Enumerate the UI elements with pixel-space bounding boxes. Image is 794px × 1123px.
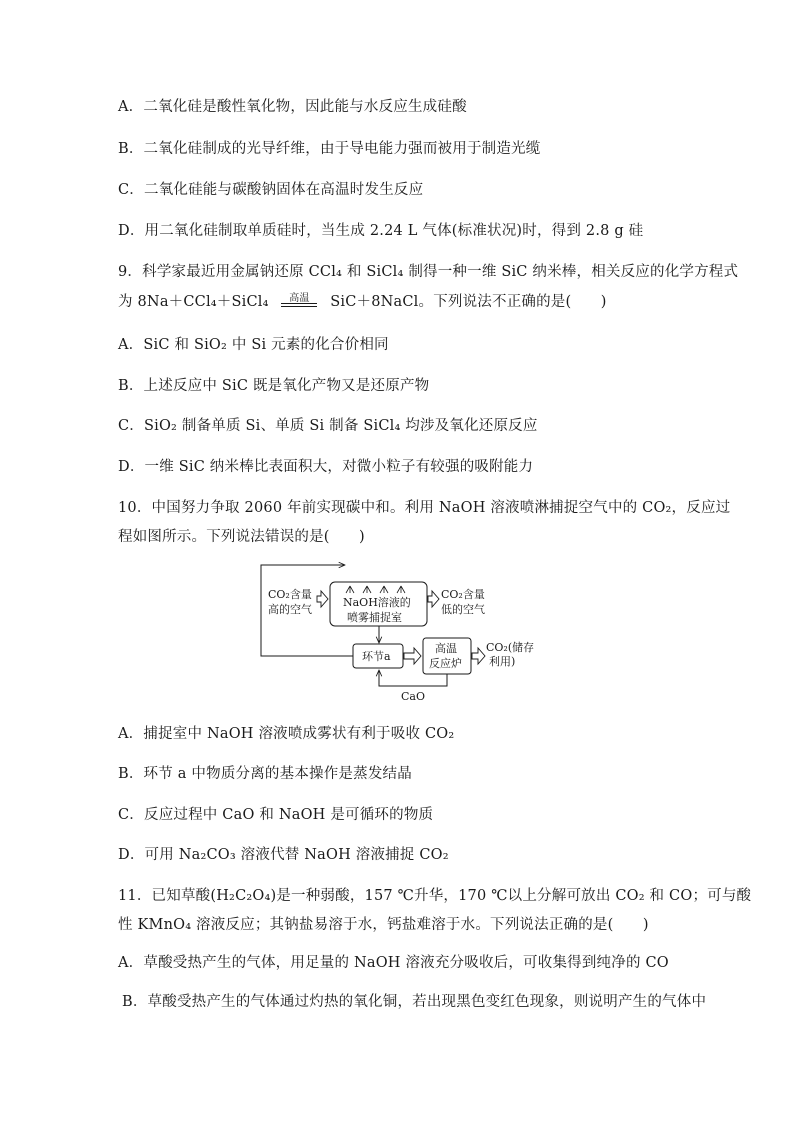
q9-stem-line1: 9．科学家最近用金属钠还原 CCl₄ 和 SiCl₄ 制得一种一维 SiC 纳米棒，相关反应的化学方程式 (118, 264, 739, 280)
q11-stem-line1: 11．已知草酸(H₂C₂O₄)是一种弱酸，157 ℃升华，170 ℃以上分解可放出 CO₂ 和 CO；可与酸 (118, 888, 752, 904)
co2-capture-flow-diagram (255, 560, 545, 705)
q10-option-b: B．环节 a 中物质分离的基本操作是蒸发结晶 (118, 766, 412, 782)
outlet-air-label-2: 低的空气 (441, 603, 485, 616)
q8-option-c: C．二氧化硅能与碳酸钠固体在高温时发生反应 (118, 182, 424, 198)
cao-label: CaO (401, 690, 425, 703)
furnace-to-co2-arrow (472, 648, 485, 664)
q9-option-b: B．上述反应中 SiC 既是氧化产物又是还原产物 (118, 378, 430, 394)
outlet-arrow (428, 591, 439, 607)
q9-stem-line2 (118, 290, 607, 312)
q8-option-d: D．用二氧化硅制取单质硅时，当生成 2.24 L 气体(标准状况)时，得到 2.8 g 硅 (118, 223, 644, 239)
co2-storage-label-1: CO₂(储存 (486, 641, 535, 654)
q9-option-d: D．一维 SiC 纳米棒比表面积大，对微小粒子有较强的吸附能力 (118, 459, 534, 475)
inlet-air-label-1: CO₂含量 (268, 588, 312, 601)
q9-equation-arrow (279, 292, 319, 312)
q8-option-b: B．二氧化硅制成的光导纤维，由于导电能力强而被用于制造光缆 (118, 141, 541, 157)
q11-option-b: B．草酸受热产生的气体通过灼热的氧化铜，若出现黑色变红色现象，则说明产生的气体中 (122, 994, 707, 1010)
q10-option-a: A．捕捉室中 NaOH 溶液喷成雾状有利于吸收 CO₂ (118, 726, 455, 742)
q11-stem-line2: 性 KMnO₄ 溶液反应；其钠盐易溶于水，钙盐难溶于水。下列说法正确的是( ) (118, 917, 649, 933)
q9-option-a: A．SiC 和 SiO₂ 中 Si 元素的化合价相同 (118, 337, 389, 353)
step-a-label: 环节a (362, 650, 391, 663)
chamber-label-1: NaOH溶液的 (343, 596, 411, 609)
q9-option-c: C．SiO₂ 制备单质 Si、单质 Si 制备 SiCl₄ 均涉及氧化还原反应 (118, 418, 538, 434)
q9-equation-right: SiC＋8NaCl。下列说法不正确的是( ) (330, 294, 607, 310)
q11-option-a: A．草酸受热产生的气体，用足量的 NaOH 溶液充分吸收后，可收集得到纯净的 CO (118, 955, 669, 971)
q10-option-d: D．可用 Na₂CO₃ 溶液代替 NaOH 溶液捕捉 CO₂ (118, 847, 449, 863)
co2-storage-label-2: 利用) (489, 655, 516, 668)
outlet-air-label-1: CO₂含量 (441, 588, 485, 601)
inlet-air-label-2: 高的空气 (268, 603, 312, 616)
q10-stem-line2: 程如图所示。下列说法错误的是( ) (118, 529, 365, 545)
inlet-arrow (317, 591, 328, 607)
q9-equation-left: 为 8Na＋CCl₄＋SiCl₄ (118, 294, 269, 310)
q8-option-a: A．二氧化硅是酸性氧化物，因此能与水反应生成硅酸 (118, 99, 467, 115)
furnace-label-2: 反应炉 (429, 657, 462, 670)
furnace-label-1: 高温 (435, 642, 457, 655)
step-to-furnace-arrow (404, 648, 421, 664)
chamber-label-2: 喷雾捕捉室 (347, 611, 402, 624)
q10-stem-line1: 10．中国努力争取 2060 年前实现碳中和。利用 NaOH 溶液喷淋捕捉空气中的 CO₂，反应过 (118, 500, 731, 516)
q10-option-c: C．反应过程中 CaO 和 NaOH 是可循环的物质 (118, 807, 434, 823)
q9-condition: 高温 (289, 293, 310, 304)
